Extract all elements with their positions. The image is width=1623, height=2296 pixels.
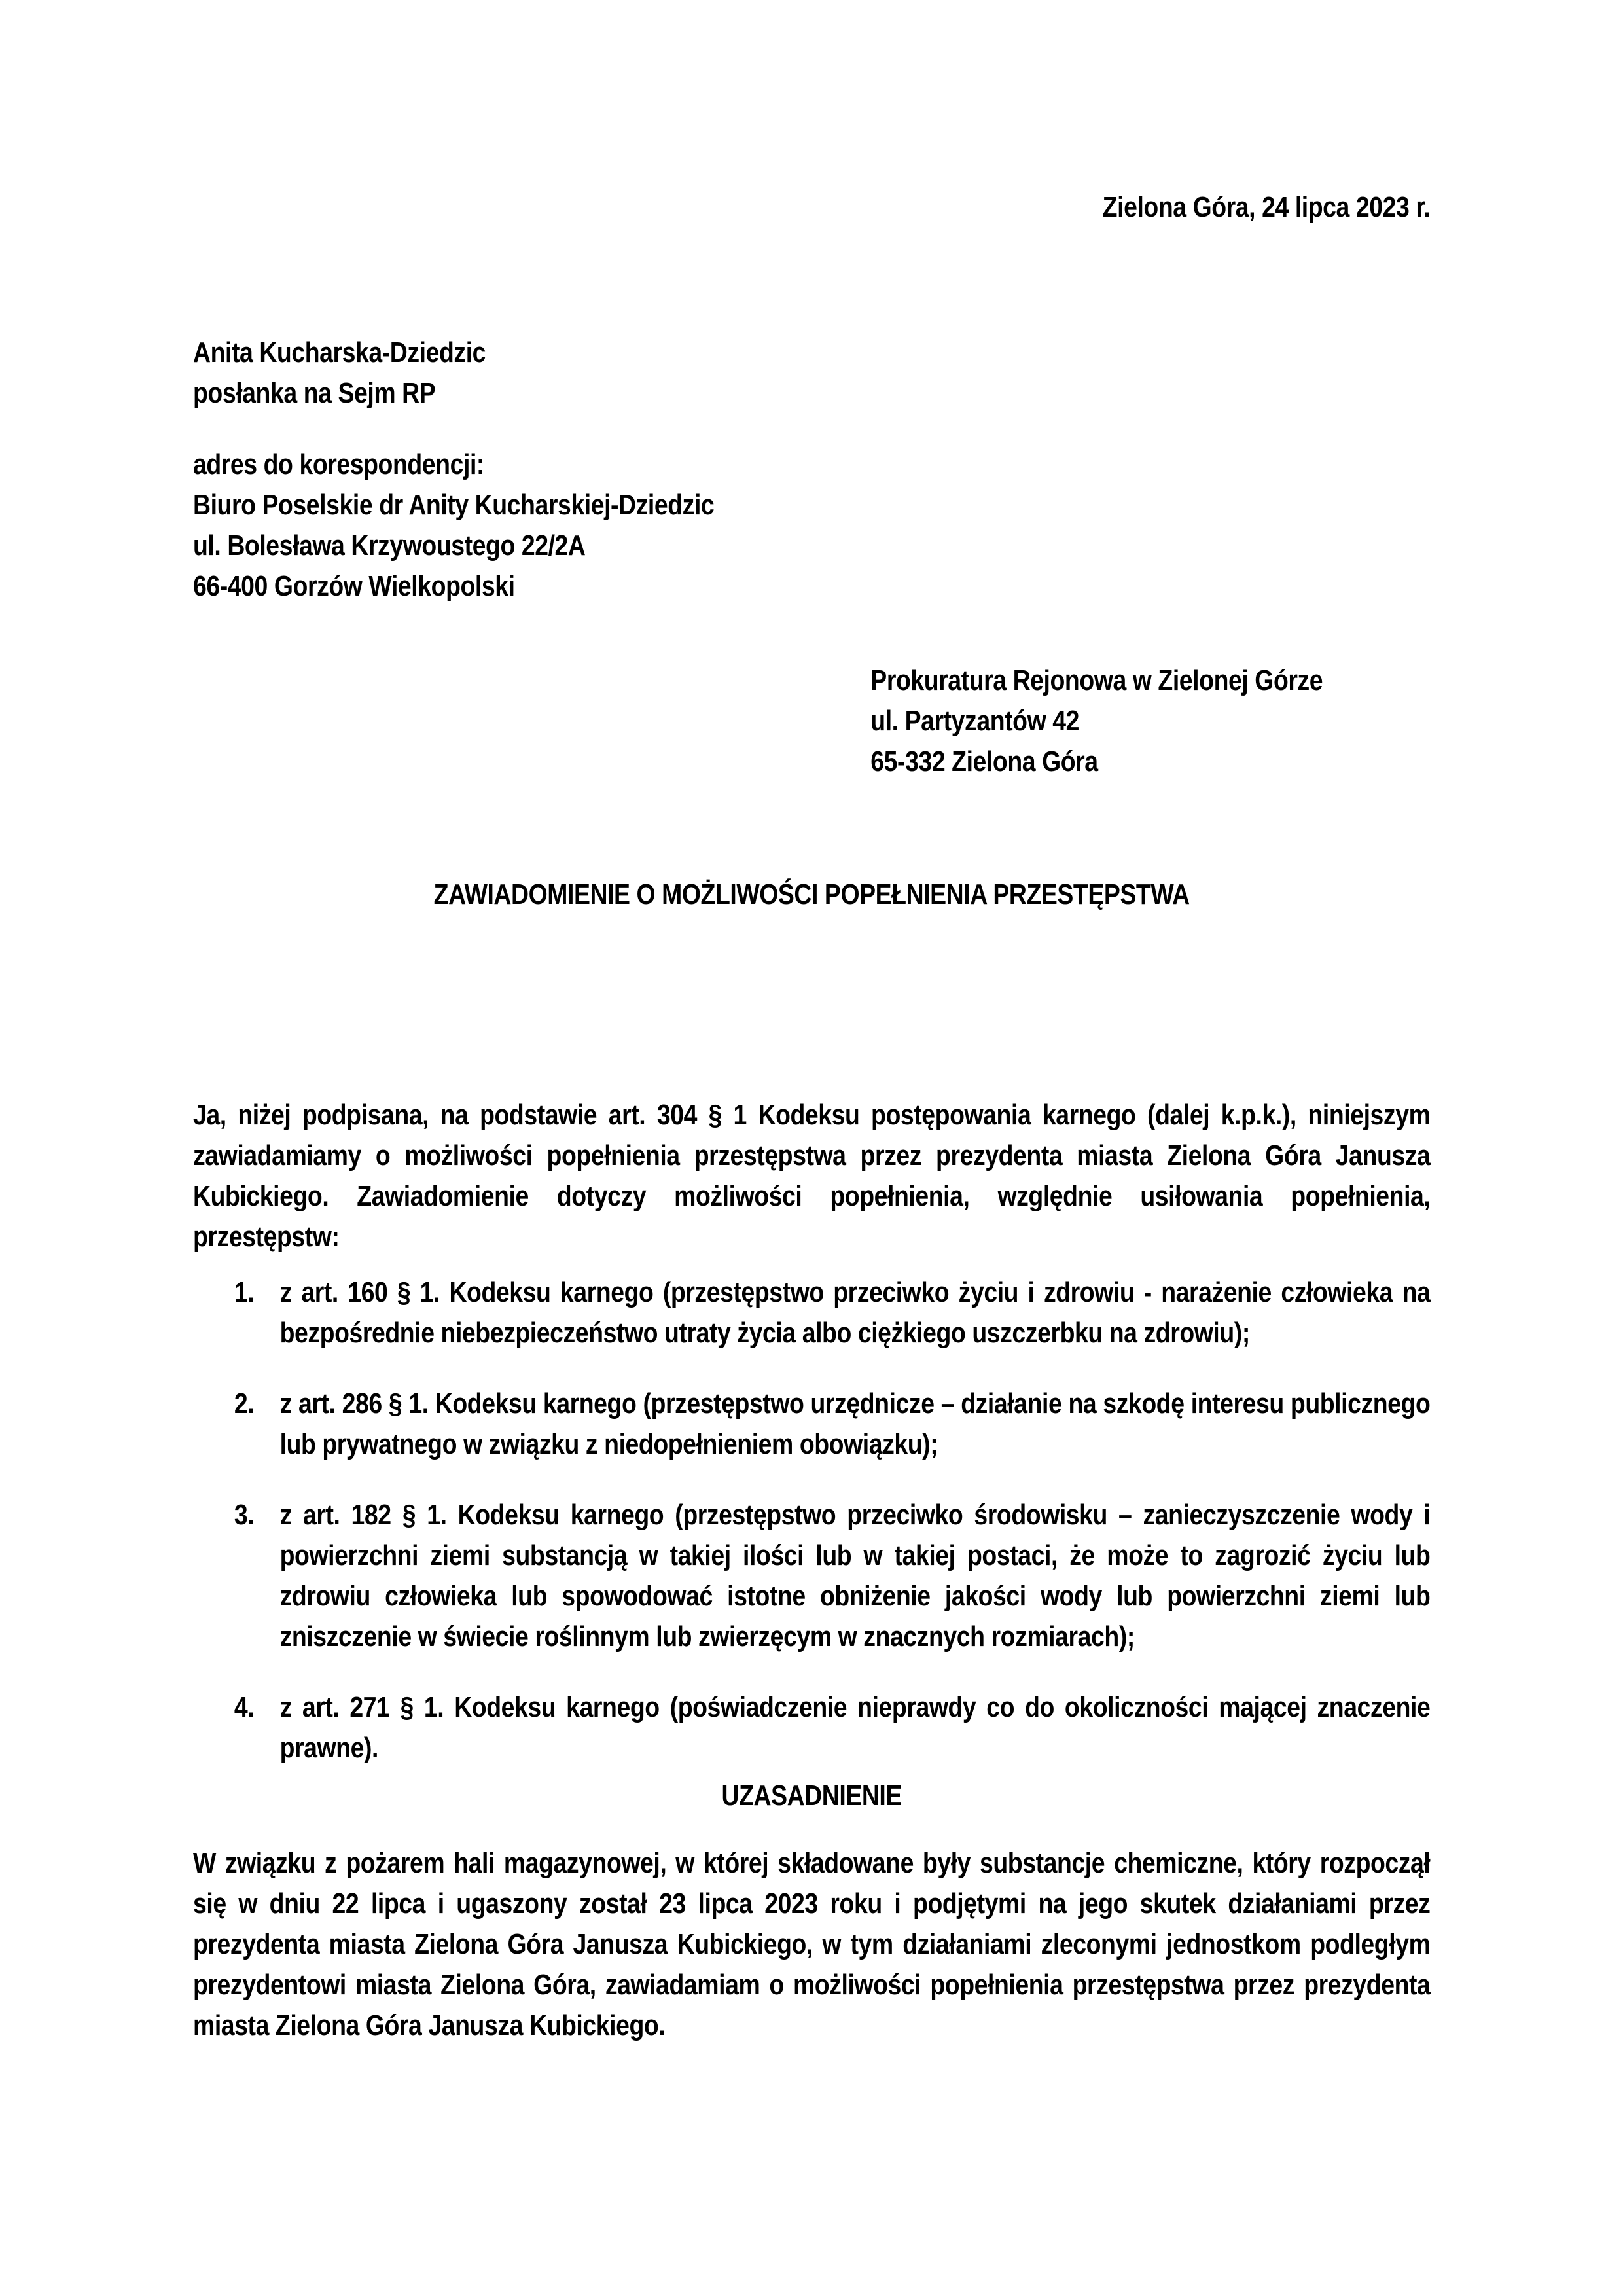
date-line: Zielona Góra, 24 lipca 2023 r.: [1102, 191, 1431, 223]
recipient-street: ul. Partyzantów 42: [870, 705, 1079, 737]
charge-text: z art. 160 § 1. Kodeksu karnego (przestępstwo przeciwko życiu i zdrowiu - narażenie człowieka na bezpośrednie niebezpieczeństwo utraty życia albo ciężkiego uszczerbku na zdrowiu);: [279, 1276, 1431, 1349]
sender-address-label: adres do korespondencji:: [193, 448, 484, 480]
charge-item: [193, 1384, 1430, 1465]
charge-item: [193, 1272, 1430, 1354]
charge-text: z art. 271 § 1. Kodeksu karnego (poświadczenie nieprawdy co do okoliczności mającej znaczenie prawne).: [279, 1691, 1431, 1764]
sender-name: Anita Kucharska-Dziedzic: [193, 336, 486, 368]
sender-address-line: ul. Bolesława Krzywoustego 22/2A: [193, 529, 586, 562]
charge-text: z art. 286 § 1. Kodeksu karnego (przestępstwo urzędnicze – działanie na szkodę interesu publicznego lub prywatnego w związku z niedopełnieniem obowiązku);: [279, 1388, 1431, 1460]
charge-number: 2.: [234, 1388, 255, 1420]
recipient-name: Prokuratura Rejonowa w Zielonej Górze: [870, 664, 1323, 696]
intro-paragraph: Ja, niżej podpisana, na podstawie art. 304 § 1 Kodeksu postępowania karnego (dalej k.p.k.), niniejszym zawiadamiamy o możliwości popełnienia przestępstwa przez prezydenta miasta Zielona Góra Janusza Kubickiego. Zawiadomienie dotyczy możliwości popełnienia, względnie usiłowania popełnienia, przestępstw:: [193, 1099, 1431, 1253]
sender-address-line: Biuro Poselskie dr Anity Kucharskiej-Dziedzic: [193, 489, 715, 521]
document-content: [193, 0, 1430, 2296]
charge-number: 4.: [234, 1691, 255, 1723]
section-heading: UZASADNIENIE: [721, 1780, 902, 1812]
charge-item: [193, 1687, 1430, 1768]
charge-number: 3.: [234, 1499, 255, 1531]
sender-address-line: 66-400 Gorzów Wielkopolski: [193, 570, 515, 602]
charge-number: 1.: [234, 1276, 255, 1308]
recipient-city: 65-332 Zielona Góra: [870, 745, 1098, 778]
charge-item: [193, 1495, 1430, 1657]
recipient-block: [870, 660, 1323, 782]
document-title: ZAWIADOMIENIE O MOŻLIWOŚCI POPEŁNIENIA PRZESTĘPSTWA: [433, 878, 1190, 910]
sender-role: posłanka na Sejm RP: [193, 377, 436, 409]
sender-address-block: [193, 444, 1430, 607]
sender-block: [193, 332, 1430, 414]
body-paragraph: W związku z pożarem hali magazynowej, w której składowane były substancje chemiczne, który rozpoczął się w dniu 22 lipca i ugaszony został 23 lipca 2023 roku i podjętymi na jego skutek działaniami przez prezydenta miasta Zielona Góra Janusza Kubickiego, w tym działaniami zleconymi jednostkom podległym prezydentowi miasta Zielona Góra, zawiadamiam o możliwości popełnienia przestępstwa przez prezydenta miasta Zielona Góra Janusza Kubickiego.: [193, 1847, 1431, 2041]
charge-text: z art. 182 § 1. Kodeksu karnego (przestępstwo przeciwko środowisku – zanieczyszczenie wody i powierzchni ziemi substancją w takiej ilości lub w takiej postaci, że może to zagrozić życiu lub zdrowiu człowieka lub spowodować istotne obniżenie jakości wody lub powierzchni ziemi lub zniszczenie w świecie roślinnym lub zwierzęcym w znacznych rozmiarach);: [279, 1499, 1431, 1653]
charges-list: [193, 1272, 1430, 1799]
